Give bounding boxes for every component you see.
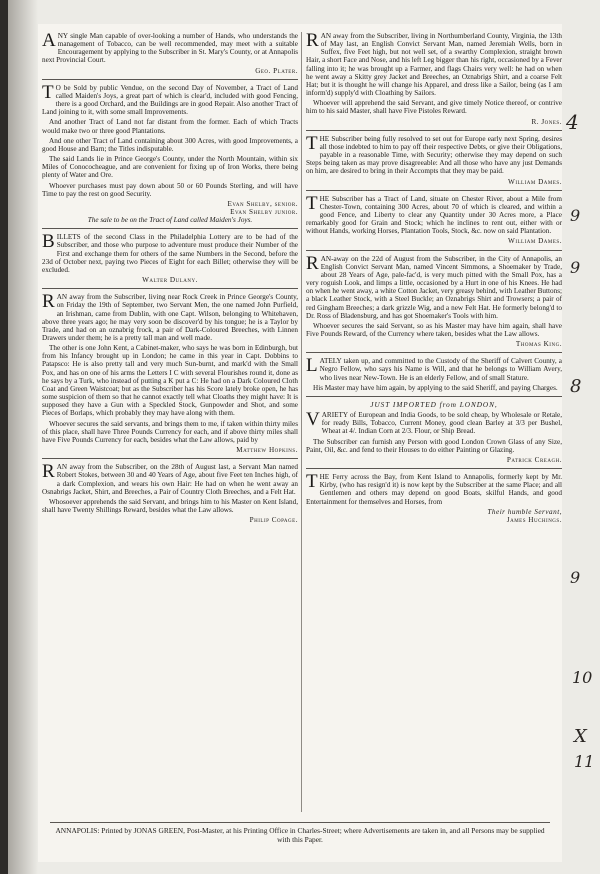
ad-paragraph: AN away from the Subscriber, on the 28th of August last, a Servant Man named Robert Stokes, between 30 and 40 Years of Age, about five Feet ten Inches high, of a dark Complexion, and wears his own Hair: He had on when he went away an Osnabrigs Jacket, Shirt, and Breeches, a Pair of Country Cloth Breeches, and a Felt Hat. [42,463,298,496]
signature: R. Jones. [531,117,562,126]
dropcap: R [42,291,55,313]
margin-note: 11 [574,752,595,771]
ad-paragraph: The Subscriber can furnish any Person with good London Crown Glass of any Size, Paint, Oil, &c. and fend to their Houses to do either Painting or Glazing. [306,437,562,454]
ad-overseer-wanted [42,32,298,75]
ad-paragraph: Whoever secures the said Servant, so as his Master may have him again, shall have Five Pounds Reward, of the Currency where taken, besides what the Law allows. [306,321,562,338]
signature: Evan Shelby junior. [230,207,298,216]
ad-text: HE Ferry across the Bay, from Kent Island to Annapolis, formerly kept by Mr. Kirby, (who has resign'd it) is now kept by the Subscriber at the same Place; and all Gentlemen and others may depend on good Boats, skilful Hands, and good Entertainment for themselves and Horses, from [306,473,562,506]
divider [42,79,298,80]
signature: Matthew Hopkins. [236,446,298,455]
signature: William Dames. [508,237,562,246]
ad-runaway-wells [306,32,562,126]
dropcap: A [42,30,56,51]
ad-paragraph: AN away from the Subscriber, living near Rock Creek in Prince George's County, on Friday the 19th of September, two Servant Men, the one named John Purfield, an Irishman, came from Dublin, with one Capt. Wilson, belonging to Whitehaven, above three years ago; he may very soon be discover'd by his tongue; he is a Taylor by Trade, and had on an oznabrig frock, a pair of Dark-Coloured Breeches, with Linnen Drawers under them; he is a pretty tall man and well made. [42,293,298,342]
divider [306,352,562,353]
divider [42,458,298,459]
divider [306,190,562,191]
right-column [306,32,562,524]
ad-heading: JUST IMPORTED from LONDON, [370,400,498,409]
ad-paragraph: The said Lands lie in Prince George's County, under the North Mountain, within six Miles of Conococheague, and are convenient for fixing up of Iron Works, there being plenty of Water and Ore. [42,155,298,180]
margin-note: 4 [566,110,579,134]
dropcap: L [306,355,318,377]
margin-note: 8 [570,376,582,397]
ad-debts-notice [306,132,562,186]
ad-lottery-billets [42,233,298,284]
ad-text: NY single Man capable of over-looking a number of Hands, who understands the management of Tobacco, can be well recommended, may meet with a suitable Encouragement by applying to the Subscriber in St. Mary's County, or at Annapolis next Provincial Court. [42,32,298,65]
ad-paragraph: And one other Tract of Land containing about 300 Acres, with good Improvements, a good House and Barn; the Titles indisputable. [42,136,298,153]
margin-note: X [574,726,587,747]
divider [306,468,562,469]
signature: Geo. Plater. [255,66,298,75]
margin-note: 9 [570,258,581,277]
signature: Patrick Creagh. [506,455,562,464]
signature: Thomas King. [515,340,562,349]
dropcap: V [306,409,320,431]
dropcap: R [306,30,319,51]
dropcap: T [42,81,54,103]
ad-text: HE Subscriber being fully resolved to set out for Europe early next Spring, desires all those indebted to him to pay off their respective Debts, or give their Obligations, payable in a reasonable Time, with Security; otherwise they may depend on such Steps being taken as may prove disagreeable: And all those who have any just Demands on him, are desired to bring in their Accompts that they may be paid. [306,134,562,176]
signature: Philip Copage. [249,516,298,525]
signature: Walter Dulany. [142,276,198,285]
signature: William Dames. [508,177,562,186]
margin-note: 9 [570,568,581,587]
ad-ferry [306,473,562,524]
margin-note: 10 [572,668,593,687]
newspaper-page [38,24,562,862]
divider [42,228,298,229]
ad-land-chester [306,192,562,246]
ad-paragraph: His Master may have him again, by applying to the said Sheriff, and paying Charges. [313,383,558,392]
dropcap: T [306,471,318,493]
ad-text: HE Subscriber has a Tract of Land, situate on Chester River, about a Mile from Chester-Town, containing 300 Acres, about 70 of which is cleared, and within a good Fence, and Liberty to clear any Quantity under 30 Acres more, a Place remarkably good for Grain and Stock; which he inclines to rent out, either with or without Hands, working Horses, Plantation Tools, Stock, &c. now on said Plantation. [306,194,562,236]
divider [42,288,298,289]
dropcap: T [306,132,318,154]
imprint-footer: ANNAPOLIS: Printed by JONAS GREEN, Post-Master, at his Printing Office in Charles-Street; where Advertisements are taken in, and all Persons may be supplied with this Paper. [50,822,550,844]
ad-paragraph: The other is one John Kent, a Cabinet-maker, who says he was born in Edinburgh, but from his Infancy brought up in London; he came in this year in Capt. Dobbins to Patapsco: He is also pretty tall and very much Sun-burnt, and mark'd with the Small Pox, and has on one of his arms the Letters I C with several Flourishes round it, done as he says by a Turk, who instead of putting a K put a C: He had on a Dark Coloured Cloth Coat and Green Waistcoat; but as the Subscriber has his Score lately broke open, he has some suspicion of them so that he cannot exactly tell what Cloaths they might have: It is supposed they have a Gun with a Speckled Stock, Gunpowder and Shot, and some Pieces of Borlaps, which probably they may have along with them. [42,344,298,418]
closing: Their humble Servant, [487,507,562,516]
ad-runaway-servants [42,293,298,454]
ad-land-vendue [42,81,298,225]
ad-taken-up [306,357,562,392]
dropcap: T [306,192,318,214]
ad-paragraph: Whoever will apprehend the said Servant, and give timely Notice thereof, or contrive him to his said Master, shall have Five Pistoles Reward. [306,99,562,116]
ad-runaway-simmons [306,252,562,349]
ad-paragraph: AN-away on the 22d of August from the Subscriber, in the City of Annapolis, an English Convict Servant Man, named Vincent Simmons, a Shoemaker by Trade, about 28 Years of Age, pale-fac'd, is very much pitted with the Small Pox, has a very roguish Look, and limps a little, occasioned by a Hurt in one of his Knees. He had on when he went away, a white Cotton Jacket, very greasy behind, with Leather Buttons; a black Leather Stock, with a Steel Buckle; an Oznabrigs Shirt and Trowsers; a pair of red Gingham Breeches; a dark grizzle Wig, and a new Felt Hat. He formerly belong'd to Dr. Ross of Bladensburg, and has got Shoemaker's Tools with him. [306,254,562,320]
dropcap: R [42,461,55,483]
divider [306,130,562,131]
ad-runaway-stokes [42,463,298,524]
ad-text: ILLETS of the second Class in the Philadelphia Lottery are to be had of the Subscriber, and those who purpose to adventure must produce their Number of the First and exchange them for others of the same Numbers in the Second, before the 23d of October next, paying two Pieces of Eight for each Billet; otherwise they will be excluded. [42,233,298,274]
divider [306,396,562,397]
ad-just-imported [306,401,562,464]
dropcap: R [306,252,319,274]
ad-note: The sale to be on the Tract of Land called Maiden's Joys. [87,216,253,225]
column-divider [301,32,302,812]
ad-paragraph: Whoever secures the said servants, and brings them to me, if taken within thirty miles of this place, shall have Three Pounds Currency for each, and if above thirty miles shall have Five Pounds Currency for each, besides what the Law allows, paid by [42,419,298,444]
page-edge-dark [0,0,8,874]
ad-paragraph: And another Tract of Land not far distant from the former. Each of which Tracts would make two or three good Plantations. [42,118,298,135]
page-edge-shadow [8,0,38,874]
ad-paragraph: ARIETY of European and India Goods, to be sold cheap, by Wholesale or Retale, for ready Bills, Tobacco, Current Money, good clean Barley at 3/3 per Bushel, Wheat at 4/. Indian Corn at 2/3. Flour, or Ship Bread. [321,411,562,436]
ad-paragraph: AN away from the Subscriber, living in Northumberland County, Virginia, the 13th of May last, an English Convict Servant Man, named Jeremiah Wells, born in Suffex, five Feet high, but not well set, of a swarthy Complexion, straight brown Hair, a short Face and Nose, and his left Leg bigger than his right, occasioned by a Fever falling into it; he was brought up a Farmer, and flags Chairs very well: he had on when he went away a Skitty grey Jacket and Breeches, an Oznabrigs Shirt, and a coarse Felt Hat; but it is thought he will change his Apparel, and dress like a Sailor, being (as I am inform'd) supply'd with Cloathing by Sailors. [306,32,562,98]
divider [306,250,562,251]
signature: Evan Shelby, senior. [227,199,298,208]
ad-paragraph: ATELY taken up, and committed to the Custody of the Sheriff of Calvert County, a Negro Fellow, who says his Name is Will, and that he belongs to William Avery, who lives near New-Town. He is an elderly Fellow, and of small Stature. [319,357,562,382]
signature: James Huchings. [506,515,562,524]
dropcap: B [42,231,55,253]
ad-paragraph: Whoever purchases must pay down about 50 or 60 Pounds Sterling, and will have Time to pay the rest on good Security. [42,181,298,198]
left-column [42,32,298,524]
margin-note: 9 [570,206,581,225]
ad-paragraph: Whosoever apprehends the said Servant, and brings him to his Master on Kent Island, shall have Twenty Shillings Reward, besides what the Law allows. [42,497,298,514]
ad-paragraph: O be Sold by public Vendue, on the second Day of November, a Tract of Land called Maiden's Joys, a great part of which is clear'd, included with good Fencing, there is a good Orchard, and the Buildings are in good Repair. Also another Tract of Land joining to it, with some small Improvements. [42,83,298,117]
